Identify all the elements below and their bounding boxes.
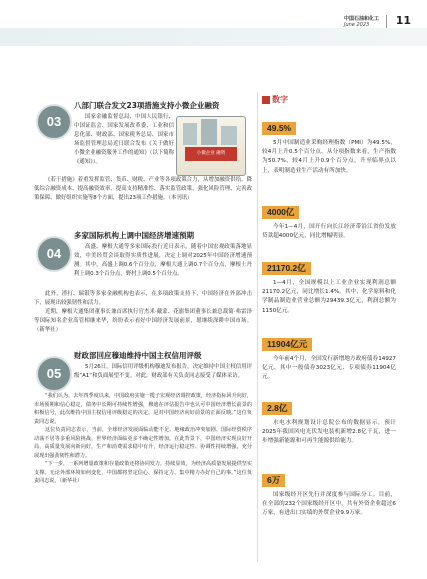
article-title: 多家国际机构上调中国经济增速预期 [74,231,194,240]
smb-financing-illustration [176,116,246,176]
article-paragraph: 高盛、摩根大通等多家国际投行近日表示，随着中国宏观政策落地显效，中美经贸会谈取得实质性进展，决定上调对2025年中国经济增速预测。其中，高盛上调0.6个百分点，摩根大通上调0.7个百分点，摩根士丹利上调0.3个百分点，野村上调0.5个百分点。 [74,244,252,277]
article-title: 财政部回应穆迪维持中国主权信用评级 [74,351,202,360]
page-header [0,0,427,26]
figure-tag: 21170.2亿 [262,262,311,275]
figure-description: 今年1—4月，国开行向长江经济带沿江省份发放贷款超4000亿元，同比增幅明显。 [262,224,396,240]
publication-title: 中国石油和化工 [343,16,379,22]
article-paragraph: 《若干措施》着重发挥监管、货币、财税、产业等各项政策合力，从增加融资供给、降低综合融资成本、提高融资效率、提高支持精准性、落实监管政策、强化风险管理、完善政策保障、做好组织实施等8个方面，提出23项工作措施。（本刊讯） [34,177,252,201]
numbers-section-label: 数字 [262,94,288,105]
article-body [74,363,252,381]
figure-description: 1—4月，全国规模以上工业企业实现利润总额21170.2亿元，同比增长1.4%。其中，化学原料和化学制品制造业营业总额为29439.3亿元，利润总额为1150亿元。 [262,280,396,314]
figure-tag: 11904亿元 [262,338,312,351]
page-number: 11 [395,14,411,27]
column-divider [257,92,258,562]
figure-description: 5月中国制造业采购经理指数（PMI）为49.5%，较4月上升0.5个百分点。从分项指数来看，生产指数为50.7%，较4月上升0.9个百分点，升至临界点以上，表明制造业生产活动有所加快。 [262,140,396,174]
figure-description: 今年前4个月，全国发行新增地方政府债券14927亿元，其中一般债券3023亿元、专项债券11904亿元。 [262,356,396,381]
numbers-logo-icon [262,96,270,104]
article-title: 八部门联合发文23项措施支持小微企业融资 [74,101,220,110]
figure-description: 水电水利规划设计总院公布的数据显示，预计2025年我国风电光伏发电装机新增2.8亿千瓦，进一步增强新能源和可再生能源供给能力。 [262,420,396,445]
article-paragraph: 这位负责同志表示，当前，全球经济发展面临动能不足、地缘政治冲突加剧、国际经贸秩序动荡不居等多重风险挑战，世界经济面临更多不确定性增加。在此背景下，中国经济实现良好开局，高质量发展向新向好，生产和消费需求稳中有升，经济运行稳定性、协调性持续增强，充分展现出强劲韧性和潜力。 [34,427,252,459]
article-number-badge: 04 [36,236,72,272]
article-paragraph: “下一步，一系列增量政策和存量政策还将协同发力，持续显效，为经济高质量发展提供坚实支撑。无论外部环境如何变化，中国都将坚定信心、保持定力、集中精力办好自己的事。”这位负责同志说。（新华社） [34,461,252,484]
article-body-cont [34,290,252,335]
header-divider [386,15,387,29]
article-paragraph: 国家金融监督总局、中国人民银行、中国证监会、国家发展改革委、工业和信息化部、财政部、国家税务总局、国家市场监督管理总局近日联合发布《关于做好小微企业融资服务工作的通知》（以下简称《通知》）。 [74,114,174,165]
publication-issue: June 2023 [343,22,370,28]
article-number-badge: 03 [36,104,72,140]
article-paragraph: 此外，渣打、瑞银等多家金融机构也表示，在多项政策支持下，中国经济在外部冲击下，展现出较强韧性和活力。 [34,291,252,306]
article-body-cont [34,176,252,203]
figure-tag: 2.8亿 [262,402,292,415]
figure-tag: 49.5% [262,122,296,135]
figure-description: 国家级经开区先行并深度参与国际分工。目前，在全部的232个国家级经开区中，共有外资企业超过6万家，有进出口实绩的外贸企业9.9万家。 [262,492,396,517]
article-number-badge: 05 [36,356,72,392]
article-paragraph: “我们认为，去年四季度以来，中国政府实施一揽子宏观经济调控政策，经济指标回升向好，市场预期和信心稳定，债务中长期可持续性增强，穆迪在评估报告中也认可中国经济增长前景的积极信号，此次维持中国主权信用评级稳定的决定，是对中国经济向好前景的正面反映。”这位负责同志说。 [34,393,252,425]
article-body [74,113,174,167]
figure-tag: 4000亿 [262,206,299,219]
publication-name [344,16,379,28]
article-paragraph: 近期，摩根大通集团董事长兼首席执行官杰米·戴蒙、花旗集团董事长兼总裁简·弗雷泽等国际知名企业高管相继来华，纷纷表示看好中国经济发展前景，愿继续深耕中国市场。（新华社） [34,309,252,333]
article-body-cont [34,392,252,486]
article-paragraph: 5月26日，国际信用评级机构穆迪发布报告，决定维持中国主权信用评级“A1”和负面展望不变。对此，财政部有关负责同志接受了媒体采访。 [74,364,252,379]
figure-tag: 6万 [262,474,285,487]
header-banner-strip [0,28,427,46]
article-body [74,243,252,279]
illustration-caption: 小微企业 融资 [185,147,237,161]
